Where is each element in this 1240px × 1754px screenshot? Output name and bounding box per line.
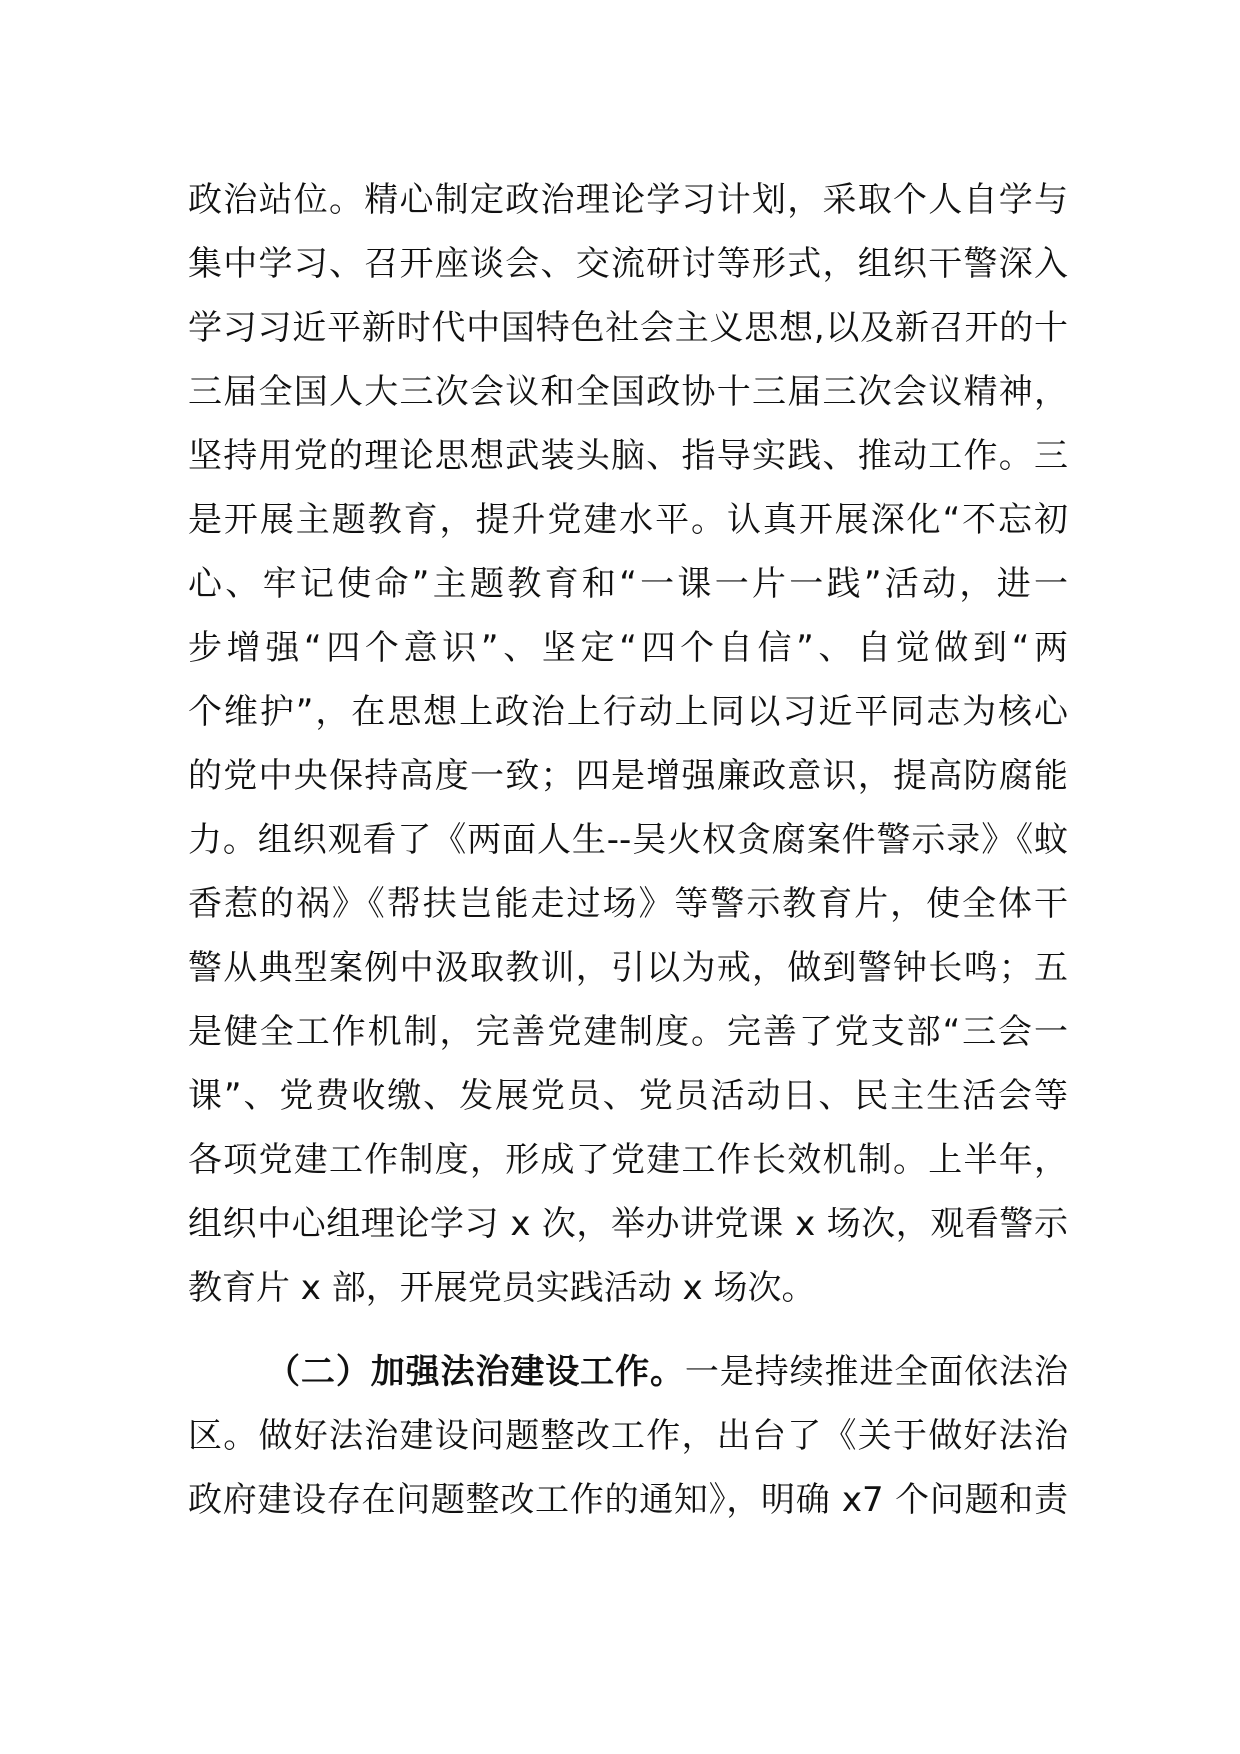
text-line: 教育片 x 部，开展党员实践活动 x 场次。 [188, 1268, 816, 1308]
text-line: 学习习近平新时代中国特色社会主义思想,以及新召开的十 [188, 308, 1068, 348]
text-line: 心、牢记使命”主题教育和“一课一片一践”活动，进一 [188, 564, 1068, 604]
text-line [188, 1340, 1068, 1404]
text-run: 一是持续推进全面依法治 [684, 1352, 1068, 1392]
text-line: 是开展主题教育，提升党建水平。认真开展深化“不忘初 [188, 500, 1068, 540]
text-line: 各项党建工作制度，形成了党建工作长效机制。上半年， [188, 1140, 1068, 1180]
document-body [188, 168, 1068, 1532]
text-line: 个维护”，在思想上政治上行动上同以习近平同志为核心 [188, 692, 1068, 732]
text-line: 的党中央保持高度一致；四是增强廉政意识，提高防腐能 [188, 756, 1068, 796]
text-line: 坚持用党的理论思想武装头脑、指导实践、推动工作。三 [188, 436, 1068, 476]
section-heading: （二）加强法治建设工作。 [266, 1352, 685, 1392]
text-line: 政府建设存在问题整改工作的通知》，明确 x7 个问题和责 [188, 1480, 1068, 1520]
text-line: 步增强“四个意识”、坚定“四个自信”、自觉做到“两 [188, 628, 1068, 668]
text-line: 集中学习、召开座谈会、交流研讨等形式，组织干警深入 [188, 244, 1068, 284]
text-line: 课”、党费收缴、发展党员、党员活动日、民主生活会等 [188, 1076, 1068, 1116]
text-line: 警从典型案例中汲取教训，引以为戒，做到警钟长鸣；五 [188, 948, 1068, 988]
text-line: 力。组织观看了《两面人生--吴火权贪腐案件警示录》《蚊 [188, 820, 1068, 860]
text-line: 政治站位。精心制定政治理论学习计划，采取个人自学与 [188, 180, 1068, 220]
text-line: 组织中心组理论学习 x 次，举办讲党课 x 场次，观看警示 [188, 1204, 1068, 1244]
paragraph [188, 168, 1068, 1320]
text-line: 区。做好法治建设问题整改工作，出台了《关于做好法治 [188, 1416, 1068, 1456]
text-line: 是健全工作机制，完善党建制度。完善了党支部“三会一 [188, 1012, 1068, 1052]
paragraph [188, 1340, 1068, 1532]
paragraph-gap [188, 1320, 1068, 1340]
text-line: 三届全国人大三次会议和全国政协十三届三次会议精神， [188, 372, 1068, 412]
text-line: 香惹的祸》《帮扶岂能走过场》等警示教育片，使全体干 [188, 884, 1068, 924]
